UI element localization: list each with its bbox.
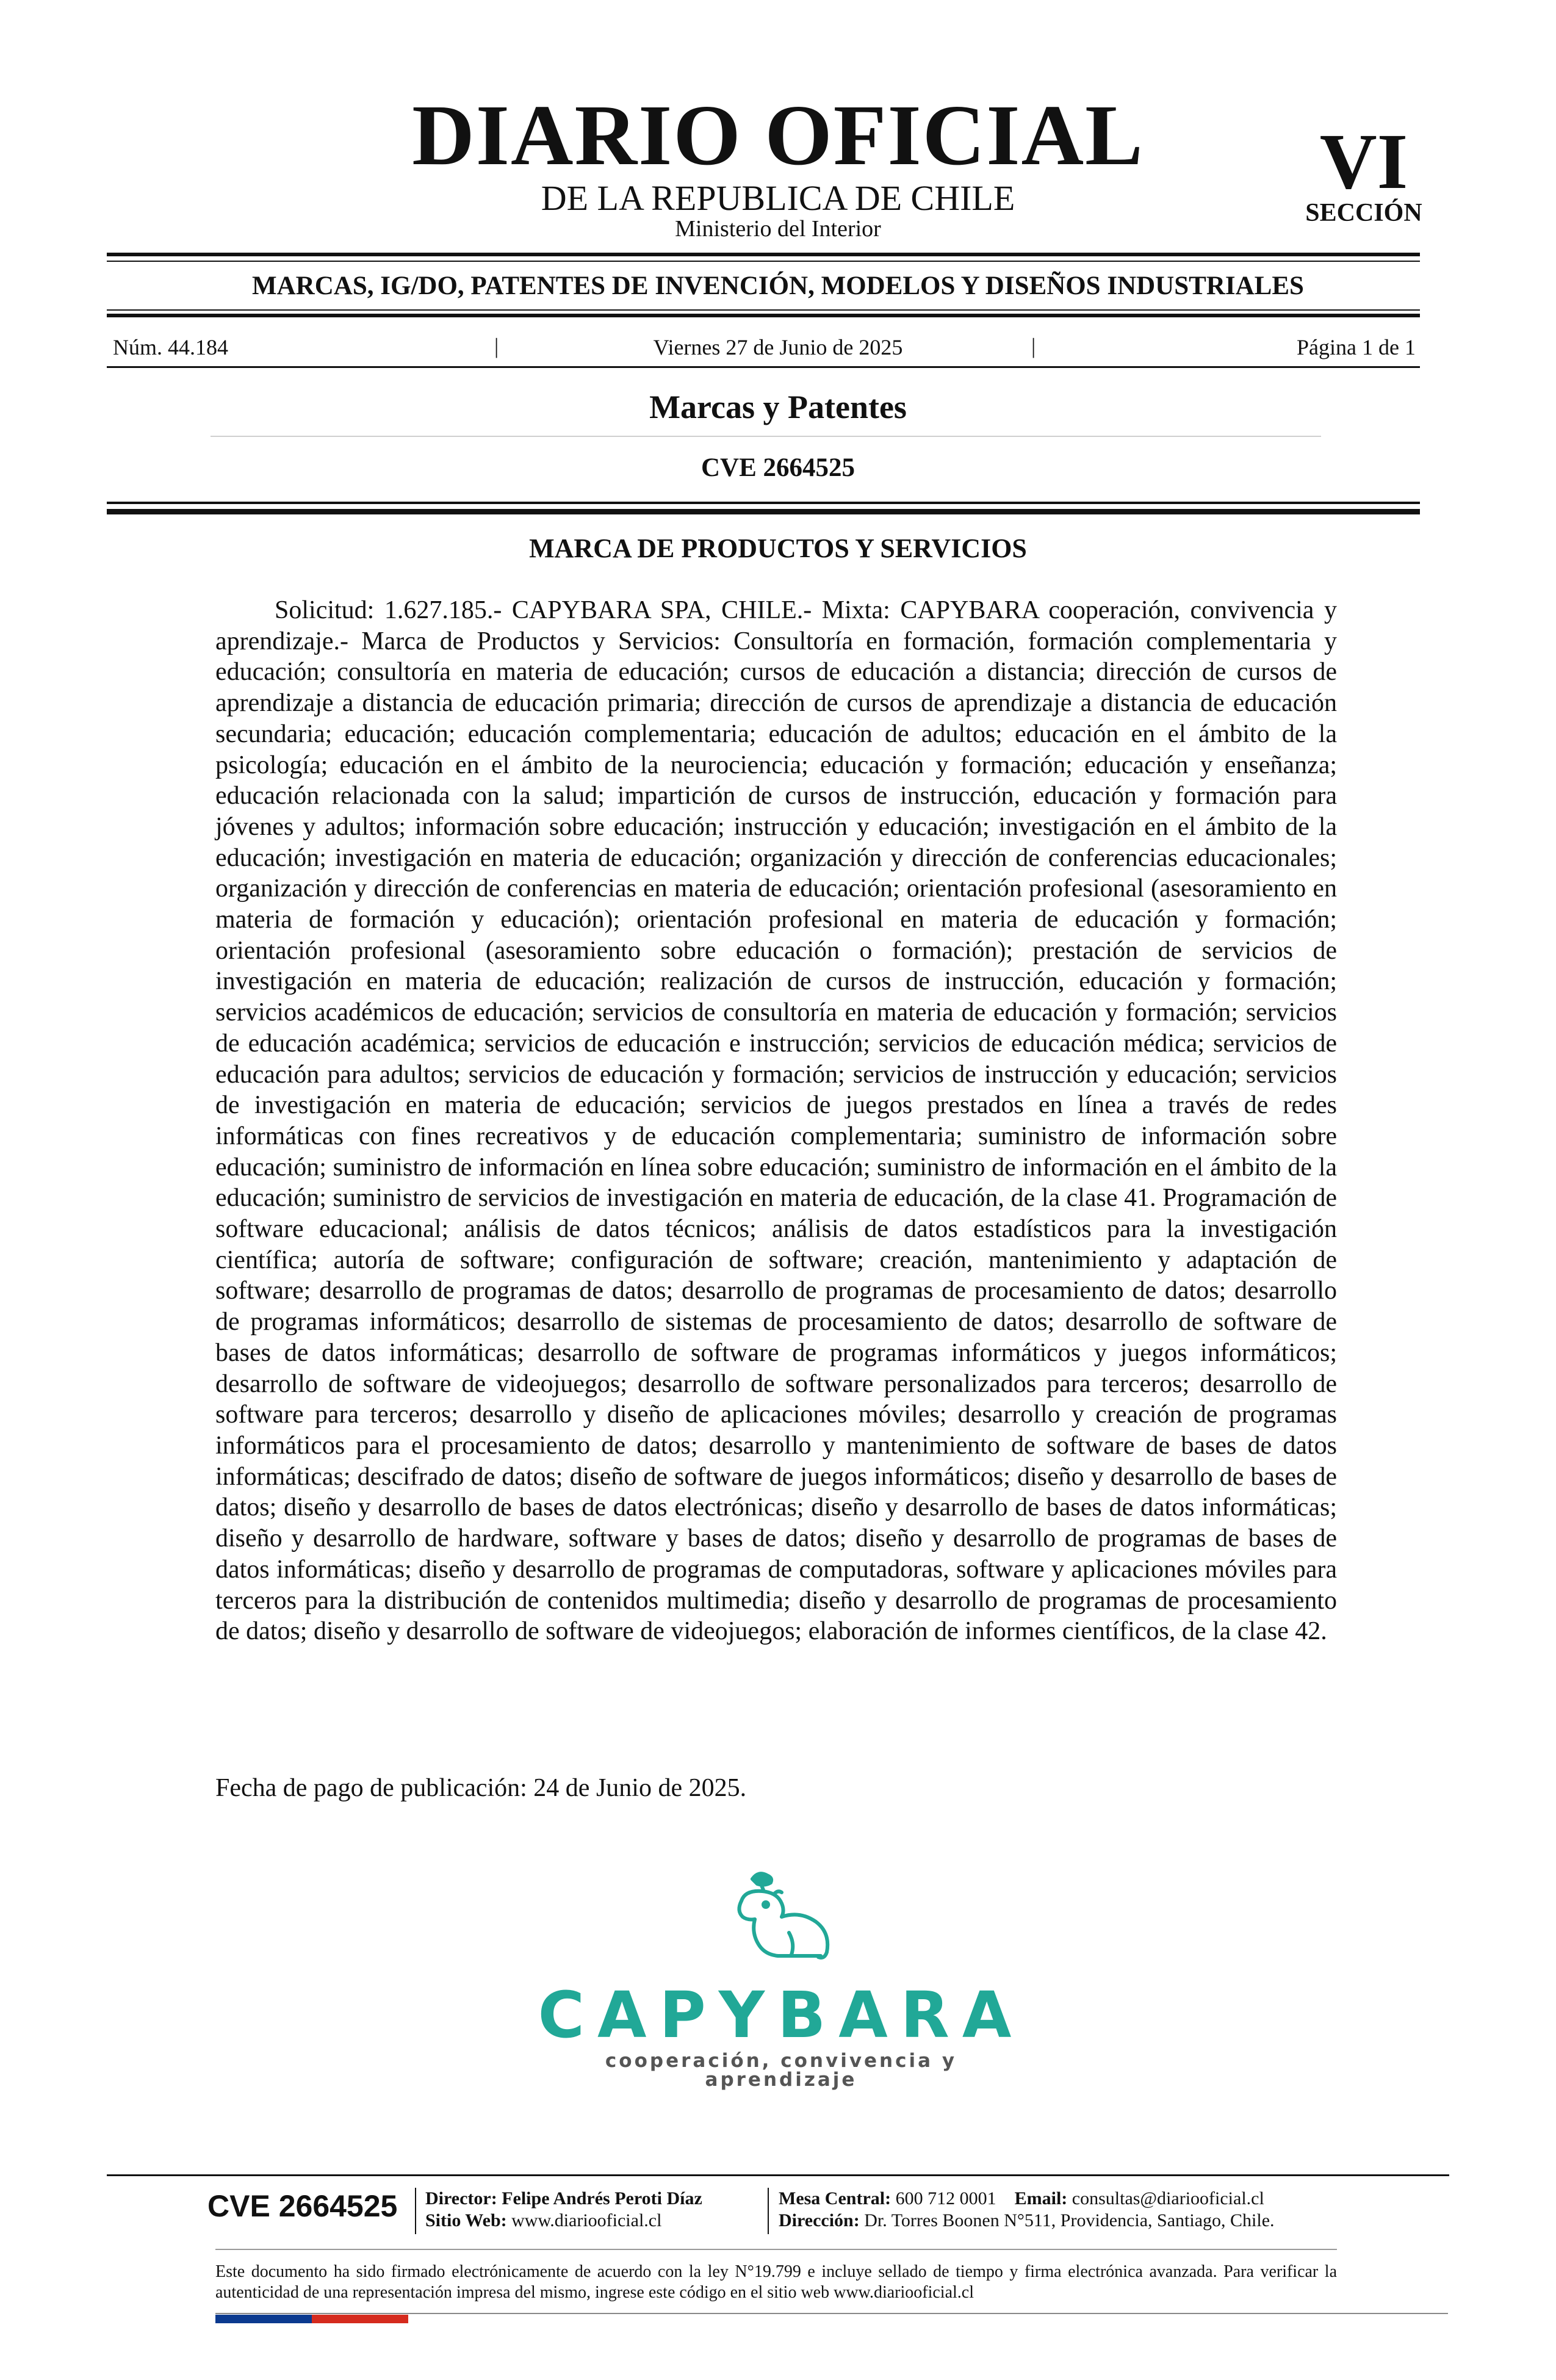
- footer-website-label: Sitio Web:: [425, 2210, 507, 2230]
- divider: [107, 253, 1420, 256]
- divider: [107, 2174, 1449, 2176]
- document-heading: MARCA DE PRODUCTOS Y SERVICIOS: [529, 533, 1027, 563]
- document-body-paragraph: Solicitud: 1.627.185.- CAPYBARA SPA, CHILE.- Mixta: CAPYBARA cooperación, convivencia y aprendizaje.- Marca de Productos y Servicios: Consultoría en formación, formación complementaria y educación; consultoría en materia de educación; cursos de educación a distancia; dirección de cursos de aprendizaje a distancia de educación primaria; dirección de cursos de aprendizaje a distancia de educación secundaria; educación; educación complementaria; educación de adultos; educación en el ámbito de la psicología; educación en el ámbito de la neurociencia; educación y formación; educación y enseñanza; educación relacionada con la salud; impartición de cursos de instrucción, educación y formación para jóvenes y adultos; información sobre educación; instrucción y educación; investigación en el ámbito de la educación; investigación en materia de educación; organización y dirección de conferencias educacionales; organización y dirección de conferencias en materia de educación; orientación profesional (asesoramiento en materia de formación y educación); orientación profesional en materia de educación y formación; orientación profesional (asesoramiento sobre educación o formación); prestación de servicios de investigación en materia de educación; realización de cursos de instrucción, educación y formación; servicios académicos de educación; servicios de consultoría en materia de educación y formación; servicios de educación académica; servicios de educación e instrucción; servicios de educación médica; servicios de educación para adultos; servicios de educación y formación; servicios de instrucción y educación; servicios de investigación en materia de educación; servicios de juegos prestados en línea a través de redes informáticas con fines recreativos y de educación complementaria; suministro de información sobre educación; suministro de información en línea sobre educación; suministro de información en el ámbito de la educación; suministro de servicios de investigación en materia de educación, de la clase 41. Programación de software educacional; análisis de datos técnicos; análisis de datos estadísticos para la investigación científica; autoría de software; configuración de software; creación, mantenimiento y adaptación de software; desarrollo de programas de datos; desarrollo de programas de procesamiento de datos; desarrollo de programas informáticos; desarrollo de sistemas de procesamiento de datos; desarrollo de software de bases de datos informáticas; desarrollo de software de programas informáticos y juegos informáticos; desarrollo de software de videojuegos; desarrollo de software personalizados para terceros; desarrollo de software para terceros; desarrollo y diseño de aplicaciones móviles; desarrollo y creación de programas informáticos para el procesamiento de datos; desarrollo y mantenimiento de software de bases de datos informáticas; descifrado de datos; diseño de software de juegos informáticos; diseño y desarrollo de bases de datos; diseño y desarrollo de bases de datos electrónicas; diseño y desarrollo de bases de datos informáticas; diseño y desarrollo de hardware, software y bases de datos; diseño y desarrollo de programas de bases de datos informáticas; diseño y desarrollo de programas de computadoras, software y aplicaciones móviles para terceros para la distribución de contenidos multimedia; diseño y desarrollo de programas de procesamiento de datos; diseño y desarrollo de software de videojuegos; elaboración de informes científicos, de la clase 42.: [215, 596, 1337, 1646]
- divider: [211, 436, 1321, 437]
- section-title: MARCAS, IG/DO, PATENTES DE INVENCIÓN, MODELOS Y DISEÑOS INDUSTRIALES: [252, 272, 1304, 300]
- footer-director-label: Director:: [425, 2188, 497, 2209]
- divider: [107, 502, 1420, 504]
- footer-website-link[interactable]: www.diariooficial.cl: [511, 2210, 662, 2230]
- payment-date: Fecha de pago de publicación: 24 de Junio de 2025.: [215, 1774, 747, 1802]
- flag-stripe-red: [312, 2315, 408, 2323]
- issue-number: Núm. 44.184: [113, 335, 228, 359]
- divider: [415, 2188, 416, 2234]
- flag-stripe-blue: [215, 2315, 312, 2323]
- cve-code: CVE 2664525: [701, 453, 855, 482]
- footer-cve: CVE 2664525: [207, 2189, 398, 2223]
- footer-contact-block: [779, 2188, 1275, 2232]
- masthead-subtitle: DE LA REPUBLICA DE CHILE: [541, 178, 1015, 218]
- capybara-with-bird-icon: [723, 1864, 845, 1980]
- category-title: Marcas y Patentes: [649, 389, 907, 425]
- divider: [107, 261, 1420, 262]
- section-label: SECCIÓN: [1305, 199, 1422, 227]
- issue-date: Viernes 27 de Junio de 2025: [653, 335, 903, 359]
- issue-separator: |: [494, 334, 499, 358]
- footer-director-block: [425, 2188, 702, 2232]
- section-number: VI: [1319, 118, 1408, 206]
- masthead-ministry: Ministerio del Interior: [675, 216, 881, 242]
- issue-page: Página 1 de 1: [1297, 335, 1416, 359]
- divider: [768, 2188, 769, 2234]
- footer-email-link[interactable]: consultas@diariooficial.cl: [1072, 2188, 1264, 2209]
- logo-tagline: cooperación, convivencia y aprendizaje: [605, 2050, 957, 2091]
- footer-address: Dr. Torres Boonen N°511, Providencia, Santiago, Chile.: [864, 2210, 1275, 2230]
- footer-legal-note: Este documento ha sido firmado electrónicamente de acuerdo con la ley N°19.799 e incluye sellado de tiempo y firma electrónica avanzada. Para verificar la autenticidad de una representación impresa del mismo, ingrese este código en el sitio web www.diariooficial.cl: [215, 2262, 1337, 2302]
- divider: [107, 314, 1420, 317]
- footer-phone-label: Mesa Central:: [779, 2188, 891, 2209]
- capybara-logo: [531, 1864, 1031, 2091]
- footer-phone: 600 712 0001: [895, 2188, 996, 2209]
- divider: [107, 366, 1420, 368]
- logo-wordmark: CAPYBARA: [538, 1978, 1025, 2052]
- divider: [215, 2313, 1448, 2314]
- footer-address-label: Dirección:: [779, 2210, 860, 2230]
- document-body: [215, 595, 1337, 1647]
- issue-separator: |: [1031, 334, 1036, 358]
- masthead-title: DIARIO OFICIAL: [412, 87, 1144, 183]
- footer-email-label: Email:: [1014, 2188, 1068, 2209]
- divider: [215, 2249, 1337, 2250]
- divider: [107, 509, 1420, 514]
- footer-director: Felipe Andrés Peroti Díaz: [502, 2188, 702, 2209]
- divider: [107, 309, 1420, 311]
